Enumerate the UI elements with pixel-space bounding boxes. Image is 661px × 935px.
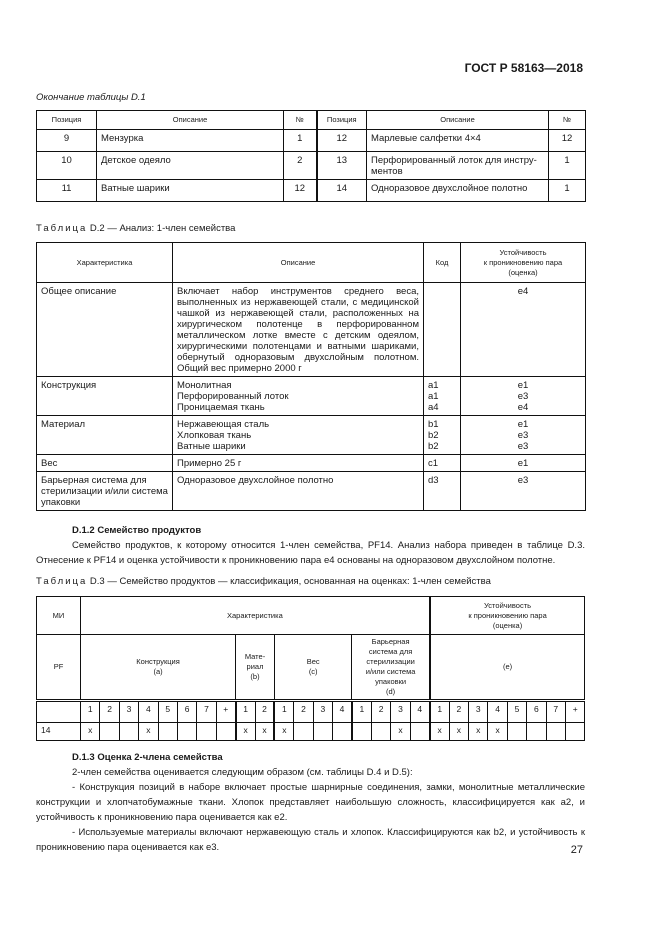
- table-d1-caption: Окончание таблицы D.1: [36, 92, 146, 103]
- grade-mark: [565, 723, 584, 741]
- paragraph-item-1: - Конструкция позиций в наборе включает простые шарнирные соединения, замки, монолитные металлические конструкции и хлопчатобумажные ткани. Хлопок представляет наибольшую сложность, классифицируется как a2, и устойчивость к проникновению пара оценивается как e2.: [36, 782, 585, 823]
- grade-number: 2: [100, 701, 119, 723]
- table-row: [37, 455, 586, 472]
- grade-mark: [197, 723, 216, 741]
- table-cell: Перфорированный лоток для инстру- ментов: [367, 152, 549, 180]
- header-mi: МИ: [37, 597, 81, 635]
- group-header: Конструкция (a): [81, 635, 236, 701]
- group-header: (e): [430, 635, 585, 701]
- table-cell: 14: [317, 180, 367, 202]
- column-header: Описание: [173, 243, 424, 283]
- column-header: Характеристика: [37, 243, 173, 283]
- table-row: [37, 180, 586, 202]
- grade-mark: [527, 723, 546, 741]
- grade-number: 4: [410, 701, 430, 723]
- table-row: [37, 416, 586, 455]
- grade-mark: [216, 723, 235, 741]
- grade-mark: x: [488, 723, 507, 741]
- column-header: Позиция: [317, 111, 367, 130]
- table-d2-caption: [36, 223, 235, 234]
- grade-number: 2: [449, 701, 468, 723]
- table-cell: 1: [549, 180, 586, 202]
- grade-number: 3: [313, 701, 332, 723]
- table-cell: Общее описание: [37, 283, 173, 377]
- table-cell: c1: [424, 455, 461, 472]
- grade-number: 2: [294, 701, 313, 723]
- table-cell: Одноразовое двухслойное полотно: [173, 472, 424, 511]
- column-header: Позиция: [37, 111, 97, 130]
- table-row: [37, 130, 586, 152]
- empty-cell: [37, 701, 81, 723]
- caption-label: Таблица: [36, 576, 88, 587]
- column-header: Устойчивость к проникновению пара (оценка): [461, 243, 586, 283]
- section-d13: [36, 750, 585, 855]
- grade-number: 5: [507, 701, 526, 723]
- grade-number: 6: [177, 701, 196, 723]
- grade-number: 3: [469, 701, 488, 723]
- table-cell: Монолитная Перфорированный лоток Проницаемая ткань: [173, 377, 424, 416]
- table-cell: 1: [549, 152, 586, 180]
- grade-number: 4: [139, 701, 158, 723]
- grade-mark: [352, 723, 371, 741]
- grade-mark: x: [236, 723, 255, 741]
- grade-mark: [333, 723, 352, 741]
- grade-mark: x: [391, 723, 410, 741]
- table-cell: 2: [284, 152, 317, 180]
- column-header: №: [549, 111, 586, 130]
- grade-number: 1: [352, 701, 371, 723]
- table-cell: 12: [284, 180, 317, 202]
- table-d1: [36, 110, 586, 202]
- table-d3-caption: [36, 576, 491, 587]
- grade-mark: x: [139, 723, 158, 741]
- table-cell: e1 e3 e4: [461, 377, 586, 416]
- paragraph-item-2: - Используемые материалы включают нержавеющую сталь и хлопок. Классифицируются как b2, и устойчивость к проникновению пара оценивается как e3.: [36, 827, 585, 853]
- table-d2: [36, 242, 586, 511]
- header-pf: PF: [37, 635, 81, 701]
- table-cell: a1 a1 a4: [424, 377, 461, 416]
- table-d3: [36, 596, 585, 741]
- grade-mark: x: [81, 723, 100, 741]
- group-header: Барьерная система для стерилизации и/или система упаковки (d): [352, 635, 430, 701]
- grade-number: 4: [333, 701, 352, 723]
- table-cell: Включает набор инструментов среднего веса, выполненных из нержавеющей стали, с медицинской чашкой из нержавеющей стали, расположенных на хирургическом полотенце в перфорированном металлическом лотке вместе с детским одеялом, хирургическими полотенцами и ватными шариками, обернутый одноразовым двухслойным полотном. Общий вес примерно 2000 г: [173, 283, 424, 377]
- grade-mark: [410, 723, 430, 741]
- grade-number: 4: [488, 701, 507, 723]
- group-header: Вес (c): [274, 635, 352, 701]
- table-cell: Конструкция: [37, 377, 173, 416]
- table-cell: Детское одеяло: [97, 152, 284, 180]
- table-row: [37, 283, 586, 377]
- paragraph-intro: 2-член семейства оценивается следующим образом (см. таблицы D.4 и D.5):: [72, 767, 413, 778]
- table-cell: [424, 283, 461, 377]
- paragraph: Семейство продуктов, к которому относится 1-член семейства, PF14. Анализ набора приведен в таблице D.3. Отнесение к PF14 и оценка устойчивости к проникновению пара e4 основаны на одноразовом двухслойном полотне.: [36, 540, 585, 566]
- table-cell: Ватные шарики: [97, 180, 284, 202]
- table-cell: 11: [37, 180, 97, 202]
- table-cell: Примерно 25 г: [173, 455, 424, 472]
- table-row: [37, 377, 586, 416]
- section-d12: [36, 523, 585, 568]
- grade-number: +: [565, 701, 584, 723]
- grade-number: 1: [274, 701, 293, 723]
- grade-number: 3: [391, 701, 410, 723]
- grade-number: 5: [158, 701, 177, 723]
- grade-number: 3: [119, 701, 138, 723]
- grade-number: 1: [81, 701, 100, 723]
- page-number: 27: [570, 844, 583, 856]
- column-header: Описание: [367, 111, 549, 130]
- table-cell: Мензурка: [97, 130, 284, 152]
- grade-mark: x: [274, 723, 293, 741]
- table-cell: e1: [461, 455, 586, 472]
- table-cell: d3: [424, 472, 461, 511]
- grade-mark: [158, 723, 177, 741]
- table-cell: 1: [284, 130, 317, 152]
- caption-text: D.3 — Семейство продуктов — классификация, основанная на оценках: 1-член семейства: [89, 576, 491, 587]
- group-header: Мате- риал (b): [236, 635, 275, 701]
- table-cell: 9: [37, 130, 97, 152]
- grade-mark: [100, 723, 119, 741]
- table-cell: Материал: [37, 416, 173, 455]
- grade-number: 7: [197, 701, 216, 723]
- table-cell: 13: [317, 152, 367, 180]
- table-cell: Барьерная система для стерилизации и/или система упаковки: [37, 472, 173, 511]
- caption-text: D.2 — Анализ: 1-член семейства: [89, 223, 236, 234]
- document-designation: ГОСТ Р 58163—2018: [464, 61, 583, 75]
- table-cell: e1 e3 e3: [461, 416, 586, 455]
- table-row: [37, 152, 586, 180]
- grade-number: 7: [546, 701, 565, 723]
- grade-mark: x: [430, 723, 449, 741]
- header-resistance: Устойчивость к проникновению пара (оценка): [430, 597, 585, 635]
- table-row: [37, 472, 586, 511]
- table-cell: 12: [549, 130, 586, 152]
- grade-number: +: [216, 701, 235, 723]
- header-characteristic: Характеристика: [81, 597, 430, 635]
- table-cell: 12: [317, 130, 367, 152]
- table-cell: Одноразовое двухслойное полотно: [367, 180, 549, 202]
- row-label: 14: [37, 723, 81, 741]
- grade-mark: x: [469, 723, 488, 741]
- grade-mark: [546, 723, 565, 741]
- section-heading: D.1.2 Семейство продуктов: [72, 525, 202, 536]
- column-header: №: [284, 111, 317, 130]
- grade-mark: [177, 723, 196, 741]
- grade-mark: x: [449, 723, 468, 741]
- section-heading: D.1.3 Оценка 2-члена семейства: [72, 752, 223, 763]
- column-header: Код: [424, 243, 461, 283]
- grade-number: 2: [371, 701, 390, 723]
- grade-mark: x: [255, 723, 274, 741]
- table-cell: 10: [37, 152, 97, 180]
- grade-number: 1: [430, 701, 449, 723]
- grade-number: 1: [236, 701, 255, 723]
- table-cell: e3: [461, 472, 586, 511]
- grade-mark: [371, 723, 390, 741]
- caption-label: Таблица: [36, 223, 88, 234]
- grade-mark: [119, 723, 138, 741]
- grade-number: 6: [527, 701, 546, 723]
- grade-mark: [313, 723, 332, 741]
- grade-mark: [507, 723, 526, 741]
- grade-number: 2: [255, 701, 274, 723]
- table-cell: Марлевые салфетки 4×4: [367, 130, 549, 152]
- table-cell: Вес: [37, 455, 173, 472]
- column-header: Описание: [97, 111, 284, 130]
- grade-mark: [294, 723, 313, 741]
- table-cell: b1 b2 b2: [424, 416, 461, 455]
- table-cell: Нержавеющая сталь Хлопковая ткань Ватные шарики: [173, 416, 424, 455]
- table-cell: e4: [461, 283, 586, 377]
